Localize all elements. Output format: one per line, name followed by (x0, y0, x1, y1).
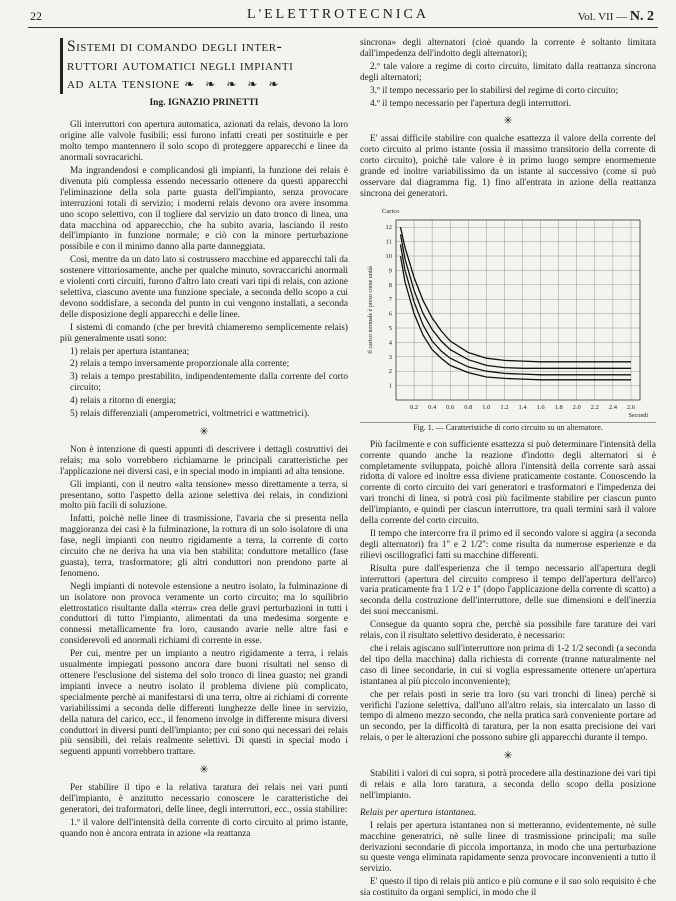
paragraph: Gli impianti, con il neutro «alta tensione» messo direttamente a terra, si presentano, sotto l'aspetto della azione selettiva dei relais, in condizioni molto più facili di soluzione. (60, 479, 348, 512)
paragraph: Più facilmente e con sufficiente esattezza si può determinare l'intensità della corrente quando anche la reazione d'indotto degli alternatori si è completamente sviluppata, poichè allora l'intensità della corrente sarà assai ridotta di valore ed inoltre essa diviene praticamente costante. Conoscendo la corrente di corto circuito dei vari generatori e trasformatori e l'impedenza dei vari tronchi di linea, si potrà così più facilmente stabilire per ciascun punto dell'impianto, e quindi per ciascun interruttore, tra quali termini sarà il valore della corrente del corto circuito. (360, 439, 656, 527)
paragraph: Negli impianti di notevole estensione a neutro isolato, la fulminazione di un isolatore non provoca veramente un corto circuito; ma lo squilibrio elettrostatico risultante dalla «terra» crea delle gravi perturbazioni in tutti i conduttori di tutto l'impianto, alimentati da una medesima sorgente e connessi metallicamente fra loro, causando avarie nelle altre fasi e considerevoli ed anormali richiami di corrente in esse. (60, 581, 348, 647)
paragraph: Consegue da quanto sopra che, perchè sia possibile fare tarature dei vari relais, con il risultato selettivo desiderato, è necessario: (360, 620, 656, 642)
x-tick-label: 0.8 (464, 403, 473, 411)
paragraph: E' questo il tipo di relais più antico e più comune e il suo solo requisito è che sia costituito da organi semplici, in modo che il (360, 877, 656, 899)
journal-title: L'ELETTROTECNICA (247, 7, 429, 22)
section-separator: ✳ (503, 115, 513, 128)
x-tick-label: 0.6 (446, 403, 455, 411)
section-separator: ✳ (199, 425, 209, 438)
y-tick-label: 9 (388, 267, 392, 275)
paragraph: Ma ingrandendosi e complicandosi gli impianti, la funzione dei relais è divenuta più complessa essendo necessario ottenere da questi apparecchi l'eliminazione della sola parte guasta dell'impianto, senza provocare interruzioni totali di servizio; i moderni relais devono ora avere insomma uno scopo selettivo, con il togliere dal servizio un dato tronco di linea, una data macchina od apparecchio, che ha subito avaria, lasciando il resto dell'impianto in funzione normale; e ciò con la minore perturbazione possibile e con il minimo danno alla parte danneggiata. (60, 166, 348, 253)
y-tick-label: 10 (385, 252, 392, 260)
x-tick-label: 2.4 (608, 403, 617, 411)
plot-frame (396, 220, 640, 400)
list-item: 4) relais a ritorno di energia; (70, 396, 176, 407)
paragraph: Così, mentre da un dato lato si costrussero macchine ed apparecchi tali da sostenere vittoriosamente, anche per qualche minuto, sovraccarichi anormali e violenti corti circuiti, furono d'altro lato creati vari tipi di relais, con azione selettiva, ciascuno avente una funzione speciale, a seconda dello scopo a cui devono soddisfare, a seconda del punto in cui vengono installati, a seconda delle disposizione degli apparecchi e delle linee. (60, 255, 348, 320)
paragraph: che i relais agiscano sull'interruttore non prima di 1-2 1/2 secondi (a seconda del tipo della macchina) dalla richiesta di corrente (tranne naturalmente nel caso di linee secondarie, in cui si voglia espressamente ottenere un'apertura istantanea al più piccolo inconveniente); (360, 644, 656, 687)
section-separator: ✳ (503, 750, 513, 763)
x-tick-label: 2.0 (572, 403, 581, 411)
y-axis-label: Il carico normale è preso come unità (368, 265, 374, 354)
list-item: 2) relais a tempo inversamente proporzionale alla corrente; (70, 359, 290, 370)
paragraph: Gli interruttori con apertura automatica, azionati da relais, devono la loro origine alle valvole fusibili; essi furono infatti creati per sostituirle e per molto tempo mantennero il solo scopo di proteggere apparecchi e linee da anormali sovracarichi. (60, 120, 348, 164)
right-column (360, 38, 656, 901)
list-item: 1) relais per apertura istantanea; (70, 346, 190, 357)
figure-caption: Fig. 1. — Caratteristiche di corto circuito su un alternatore. (413, 422, 603, 432)
paragraph: Risulta pure dall'esperienza che il tempo necessario all'apertura degli interruttori (apertura del circuito compreso il tempo dell'apertura dell'arco) varia praticamente fra 1 1/2 e 1'' (dopo l'applicazione della corrente di scatto) a seconda della costruzione dell'interruttore, delle sue dimensioni e dell'inerzia dei suoi meccanismi. (360, 563, 656, 618)
y-tick-label: 4 (388, 339, 392, 347)
paragraph: Infatti, poichè nelle linee di trasmissione, l'avaria che si presenta nella maggioranza dei casi è la fulminazione, la rottura di un solo isolatore di una fase, negli impianti con neutro rigidamente a terra, la corrente di corto circuito che ne deriva ha una via ben stabilita: conduttore metallico (fase guasta), terra, trasformatore; gli altri conduttori non prendono parte al fenomeno. (60, 514, 348, 579)
chart-title: Carico (382, 207, 400, 215)
y-tick-label: 6 (388, 310, 392, 318)
paragraph: Il tempo che intercorre fra il primo ed il secondo valore si aggira (a seconda degli alternatori) fra 1'' e 2 1/2'': come risulta da numerose esperienze e da rilievi oscillografici fatti su macchine differenti. (360, 528, 656, 561)
article-title (67, 38, 348, 94)
x-tick-label: 1.2 (500, 403, 509, 411)
chart-container (362, 204, 652, 420)
x-tick-label: 2.2 (590, 403, 599, 411)
page-number: 22 (30, 9, 42, 23)
paragraph: che per relais posti in serie tra loro (su vari tronchi di linea) perchè si verifichi l'azione selettiva, dall'uno all'altro relais, sia intercalato un lasso di tempo di almeno mezzo secondo, che nella pratica sarà conveniente portare ad un secondo, per la difficoltà di taratura, per la non esatta precisione dei vari relais, o per le alterazioni che possono subire gli apparecchi durante il tempo. (360, 689, 656, 744)
y-tick-label: 5 (388, 324, 392, 332)
x-tick-label: 2.6 (626, 403, 636, 411)
x-axis-label: Secondi (628, 412, 648, 419)
paragraph: Non è intenzione di questi appunti di descrivere i dettagli costruttivi dei relais; ma solo vorrebbero richiamarne le principali caratteristiche per l'applicazione nei diversi casi, e in special modo in impianti ad alta tensione. (60, 444, 348, 477)
y-tick-label: 3 (388, 353, 392, 361)
paragraph: 1.º il valore dell'intensità della corrente di corto circuito al primo istante, quando non è ancora entrata in azione «la reattanza (60, 817, 348, 839)
paragraph: E' assai difficile stabilire con qualche esattezza il valore della corrente del corto circuito al primo istante (ossia il massimo transitorio della corrente di corto circuito), poichè tale valore è in primo luogo sempre enormemente grande ed inoltre variabilissimo da un istante al successivo (come si può osservare dal diagramma fig. 1) fino all'entrata in azione della reattanza sincrona dei generatori. (360, 134, 656, 199)
header-rule (28, 27, 658, 28)
x-tick-label: 0.4 (428, 403, 437, 411)
paragraph: 3.º il tempo necessario per lo stabilirsi del regime di corto circuito; (370, 85, 619, 96)
y-tick-label: 8 (388, 281, 392, 289)
article-title-block (60, 38, 348, 94)
paragraph: 2.º tale valore a regime di corto circuito, limitato dalla reattanza sincrona degli alternatori; (360, 61, 656, 83)
volume-label: Vol. VII — (577, 11, 628, 23)
series-line (401, 244, 632, 374)
x-tick-label: 1.8 (554, 403, 563, 411)
y-tick-label: 7 (388, 295, 392, 303)
paragraph: Stabiliti i valori di cui sopra, si potrà procedere alla destinazione dei vari tipi di relais e alla loro taratura, a seconda dello scopo della posizione nell'impianto. (360, 769, 656, 801)
list-item: 5) relais differenziali (amperometrici, voltmetrici e wattmetrici). (70, 409, 310, 420)
issue-number: N. 2 (629, 9, 654, 24)
title-ornament: ❧ ❧ ❧ ❧ ❧ (184, 77, 283, 91)
title-line-1: Sistemi di comando degli inter- (67, 38, 283, 55)
section-heading: Relais per apertura istantanea. (360, 807, 477, 818)
short-circuit-chart (362, 204, 652, 420)
x-tick-label: 1.4 (518, 403, 527, 411)
section-separator: ✳ (199, 764, 209, 777)
y-tick-label: 11 (385, 238, 392, 246)
y-tick-label: 12 (385, 223, 392, 231)
y-tick-label: 2 (388, 367, 392, 375)
list-item: 3) relais a tempo prestabilito, indipendentemente dalla corrente del corto circuito; (70, 372, 348, 394)
paragraph: I relais per apertura istantanea non si metteranno, evidentemente, nè sulle macchine generatrici, nè sulle linee di trasmissione principali; ma sulle derivazioni secondarie di piccola importanza, in modo che una perturbazione su queste venga eliminata rapidamente senza provocare inconvenienti a tutto il servizio. (360, 820, 656, 875)
title-line-2: ruttori automatici negli impianti (67, 56, 294, 74)
series-line (401, 234, 632, 368)
x-tick-label: 1.0 (482, 403, 491, 411)
x-tick-label: 1.6 (536, 403, 545, 411)
left-column (60, 38, 348, 842)
author: Ing. IGNAZIO PRINETTI (149, 97, 259, 108)
paragraph: 4.º il tempo necessario per l'apertura degli interruttori. (370, 98, 572, 109)
paragraph: Per stabilire il tipo e la relativa taratura dei relais nei vari punti dell'impianto, è anzitutto necessario conoscere le caratteristiche dei generatori, dei traformatori, delle linee, degli interruttori, ecc., ossia stabilire: (60, 783, 348, 815)
x-tick-label: 0.2 (410, 403, 419, 411)
paragraph: I sistemi di comando (che per brevità chiameremo semplicemente relais) più generalmente usati sono: (60, 322, 348, 344)
volume-info (578, 9, 654, 25)
paragraph: Per cui, mentre per un impianto a neutro rigidamente a terra, i relais usualmente impiegati possono ancora dare buoni risultati nel senso di ottenere l'esclusione del sistema del solo tronco di linea guasto; nei grandi impianti invece a neutro isolato il problema diviene più complicato, specialmente perchè ai manifestarsi di una terra, oltre ai richiami di corrente variabilissimi a seconda delle differenti lunghezze delle linee in servizio, della natura del carico, ecc., il fenomeno involge in differente misura diversi conduttori in diversi punti dell'impianto; per cui sono qui necessari dei relais più sensibili, dei relais realmente selettivi. Di questi in special modo i seguenti appunti vorrebbero trattare. (60, 649, 348, 758)
paragraph: sincrona» degli alternatori (cioè quando la corrente è soltanto limitata dall'impedenza dell'indotto degli alternatori); (360, 38, 656, 59)
series-line (401, 227, 632, 362)
title-line-3: ad alta tensione (67, 75, 180, 92)
y-tick-label: 1 (388, 382, 392, 390)
figure (360, 204, 656, 423)
